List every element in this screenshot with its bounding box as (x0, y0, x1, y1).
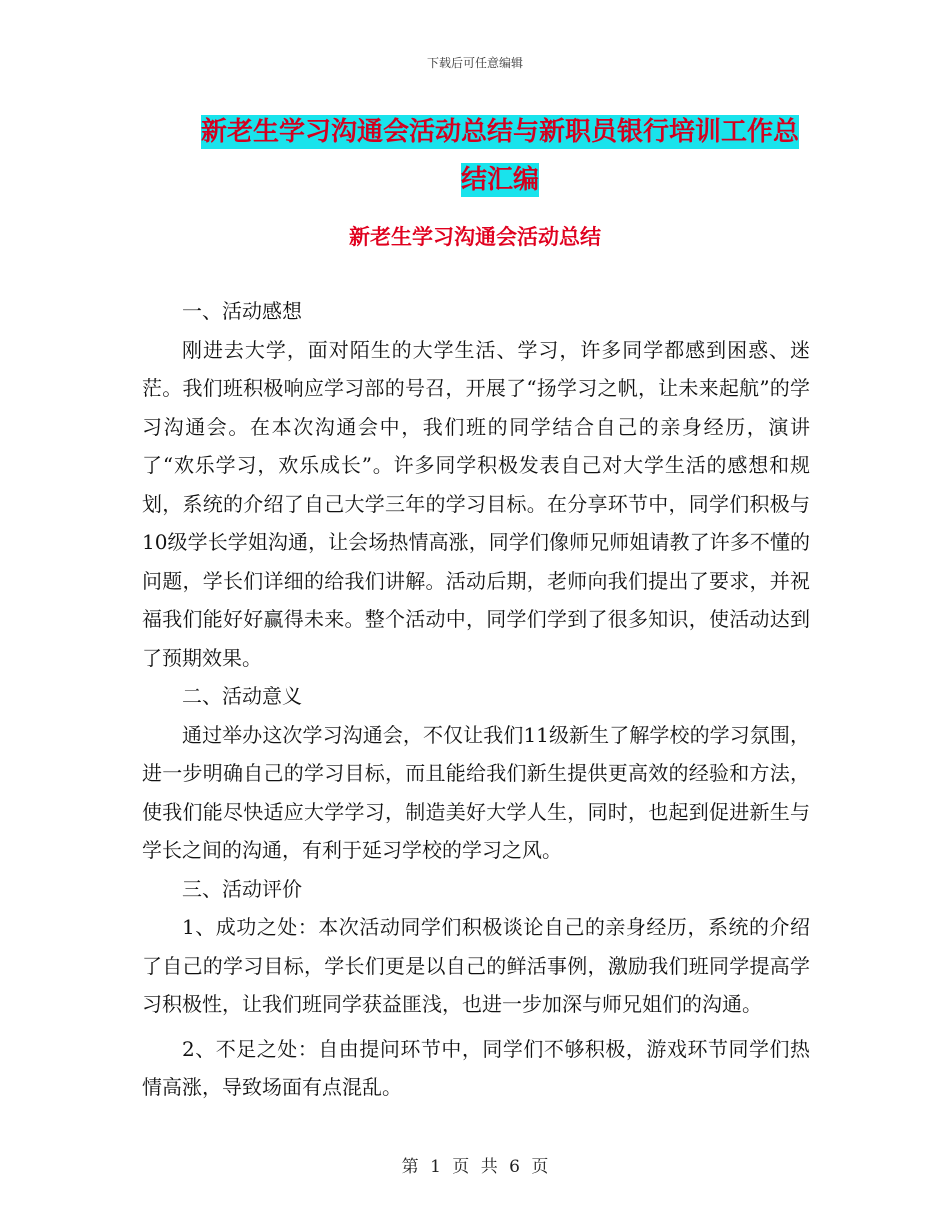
paragraph-successes: 1、成功之处：本次活动同学们积极谈论自己的亲身经历，系统的介绍了自己的学习目标，学长们更是以自己的鲜活事例，激励我们班同学提高学习积极性，让我们班同学获益匪浅，也进一步加深与师兄姐们的沟通。 (142, 915, 810, 1016)
heading-activity-thoughts: 一、活动感想 (182, 299, 302, 323)
header-note: 下载后可任意编辑 (426, 56, 523, 70)
heading-activity-evaluation: 三、活动评价 (182, 876, 302, 901)
body-text (142, 292, 810, 1107)
main-title (120, 108, 880, 204)
main-title-line1: 新老生学习沟通会活动总结与新职员银行培训工作总 (200, 117, 799, 147)
paragraph-shortcomings: 2、不足之处：自由提问环节中，同学们不够积极，游戏环节同学们热情高涨，导致场面有点混乱。 (142, 1036, 810, 1099)
main-title-line2: 结汇编 (460, 165, 539, 195)
heading-activity-significance: 二、活动意义 (182, 684, 302, 708)
page-footer: 第 1 页 共 6 页 (401, 1157, 549, 1177)
section-title: 新老生学习沟通会活动总结 (349, 225, 601, 249)
paragraph-activity-significance: 通过举办这次学习沟通会，不仅让我们11级新生了解学校的学习氛围，进一步明确自己的学习目标，而且能给我们新生提供更高效的经验和方法，使我们能尽快适应大学学习，制造美好大学人生，同时，也起到促进新生与学长之间的沟通，有利于延习学校的学习之风。 (142, 722, 810, 862)
paragraph-activity-thoughts: 刚进去大学，面对陌生的大学生活、学习，许多同学都感到困惑、迷茫。我们班积极响应学习部的号召，开展了“扬学习之帆，让未来起航”的学习沟通会。在本次沟通会中，我们班的同学结合自己的亲身经历，演讲了“欢乐学习，欢乐成长”。许多同学积极发表自己对大学生活的感想和规划，系统的介绍了自己大学三年的学习目标。在分享环节中，同学们积极与10级学长学姐沟通，让会场热情高涨，同学们像师兄师姐请教了许多不懂的问题，学长们详细的给我们讲解。活动后期，老师向我们提出了要求，并祝福我们能好好赢得未来。整个活动中，同学们学到了很多知识，使活动达到了预期效果。 (142, 337, 810, 670)
